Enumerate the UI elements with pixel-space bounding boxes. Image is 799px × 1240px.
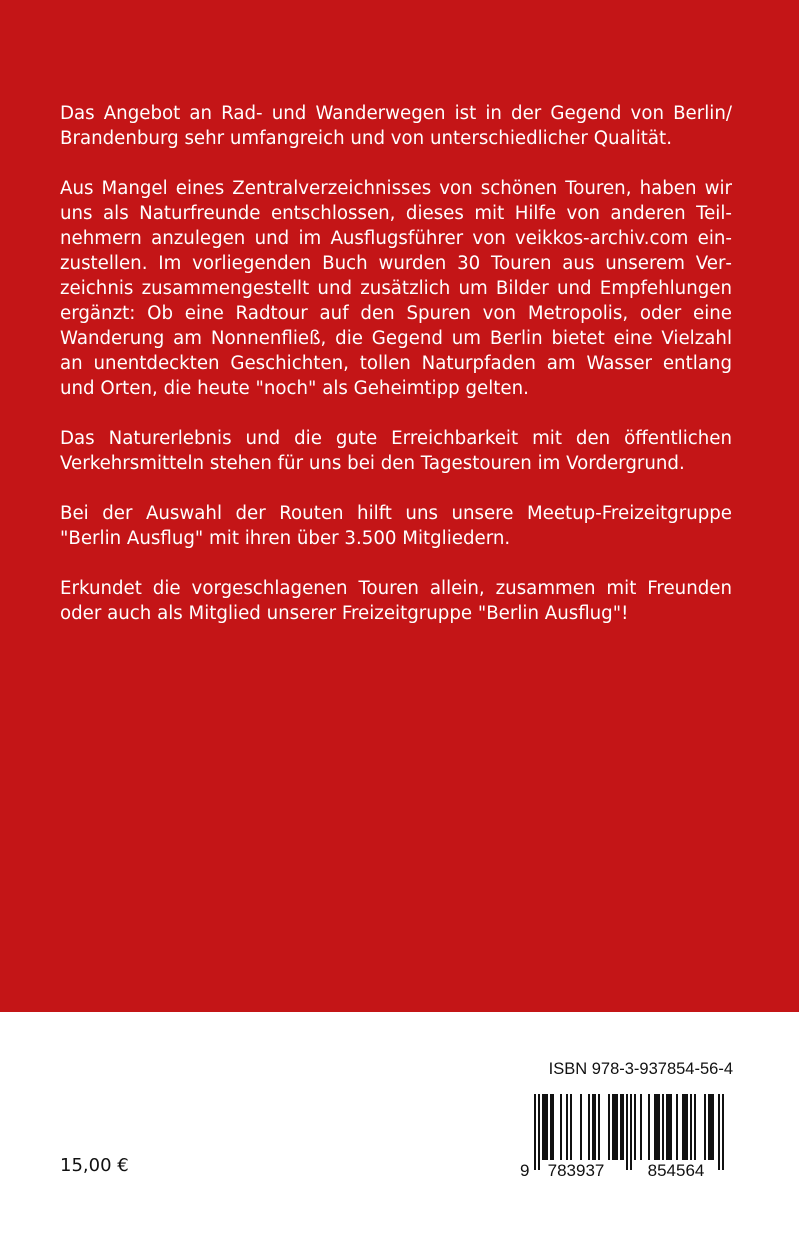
barcode-bar [694, 1094, 696, 1160]
barcode-bar [704, 1094, 706, 1160]
barcode-bar [546, 1094, 548, 1160]
barcode-bar [612, 1094, 614, 1160]
barcode-first-digit: 9 [520, 1161, 530, 1180]
barcode-bar [570, 1094, 572, 1160]
barcode-bar [670, 1094, 672, 1160]
barcode-bar [594, 1094, 596, 1160]
barcode-bar [580, 1094, 582, 1160]
barcode-bar [640, 1094, 642, 1160]
barcode-bar [560, 1094, 562, 1160]
barcode-right-digits: 854564 [647, 1161, 705, 1180]
barcode-bar [538, 1094, 540, 1170]
barcode-bar [656, 1094, 658, 1160]
isbn-barcode [516, 1094, 738, 1184]
barcode-bar [626, 1094, 628, 1170]
barcode-bar [592, 1094, 594, 1160]
barcode-bar [654, 1094, 656, 1160]
barcode-bar [622, 1094, 624, 1160]
barcode-bar [708, 1094, 710, 1160]
back-cover-blurb [60, 101, 732, 651]
barcode-left-digits: 783937 [547, 1161, 605, 1180]
barcode-bar [542, 1094, 544, 1160]
barcode-bar [686, 1094, 688, 1160]
blurb-paragraph-2: Aus Mangel eines Zentralverzeichnisses von schönen Touren, haben wir uns als Naturfreunde entschlossen, dieses mit Hilfe von anderen Teilnehmern anzulegen und im Ausflugsführer von veikkos-archiv.com einzustellen. Im vorliegenden Buch wurden 30 Touren aus unserem Verzeichnis zusammengestellt und zusätzlich um Bilder und Empfehlungen ergänzt: Ob eine Radtour auf den Spuren von Metropolis, oder eine Wanderung am Nonnenfließ, die Gegend um Berlin bietet eine Vielzahl an unentdeckten Geschichten, tollen Naturpfaden am Wasser entlang und Orten, die heute "noch" als Geheimtipp gelten. [60, 178, 732, 399]
barcode-bar [712, 1094, 714, 1160]
barcode-bar [544, 1094, 546, 1160]
barcode-bar [666, 1094, 668, 1160]
barcode-bar [710, 1094, 712, 1160]
blurb-paragraph-3: Das Naturerlebnis und die gute Erreichbarkeit mit den öffentlichen Verkehrsmitteln stehen für uns bei den Tagestouren im Vordergrund. [60, 428, 732, 474]
blurb-paragraph-1: Das Angebot an Rad- und Wanderwegen ist in der Gegend von Berlin/ Brandenburg sehr umfangreich und von unterschiedlicher Qualität. [60, 103, 732, 149]
blurb-paragraph-5: Erkundet die vorgeschlagenen Touren allein, zusammen mit Freunden oder auch als Mitglied unserer Freizeitgruppe "Berlin Ausflug"! [60, 578, 732, 624]
barcode-bar [630, 1094, 632, 1170]
barcode-bar [682, 1094, 684, 1160]
barcode-bar [534, 1094, 536, 1170]
barcode-bar [662, 1094, 664, 1160]
barcode-bar [566, 1094, 568, 1160]
barcode-bar [718, 1094, 720, 1170]
barcode-bar [588, 1094, 590, 1160]
isbn-label: ISBN 978-3-937854-56-4 [548, 1060, 733, 1078]
barcode-bar [658, 1094, 660, 1160]
blurb-paragraph-4: Bei der Auswahl der Routen hilft uns unsere Meetup-Freizeitgruppe "Berlin Ausflug" mit ihren über 3.500 Mitgliedern. [60, 503, 732, 549]
barcode-bar [676, 1094, 678, 1160]
barcode-bar [608, 1094, 610, 1160]
barcode-bar [620, 1094, 622, 1160]
barcode-bar [684, 1094, 686, 1160]
barcode-bar [690, 1094, 692, 1160]
barcode-bar [722, 1094, 724, 1170]
barcode-bar [648, 1094, 650, 1160]
barcode-bar [598, 1094, 600, 1160]
price-label: 15,00 € [60, 1155, 129, 1176]
barcode-bars [534, 1094, 724, 1170]
barcode-bar [668, 1094, 670, 1160]
barcode-bar [616, 1094, 618, 1160]
barcode-bar [614, 1094, 616, 1160]
barcode-bar [634, 1094, 636, 1160]
barcode-bar [552, 1094, 554, 1160]
barcode-bar [550, 1094, 552, 1160]
